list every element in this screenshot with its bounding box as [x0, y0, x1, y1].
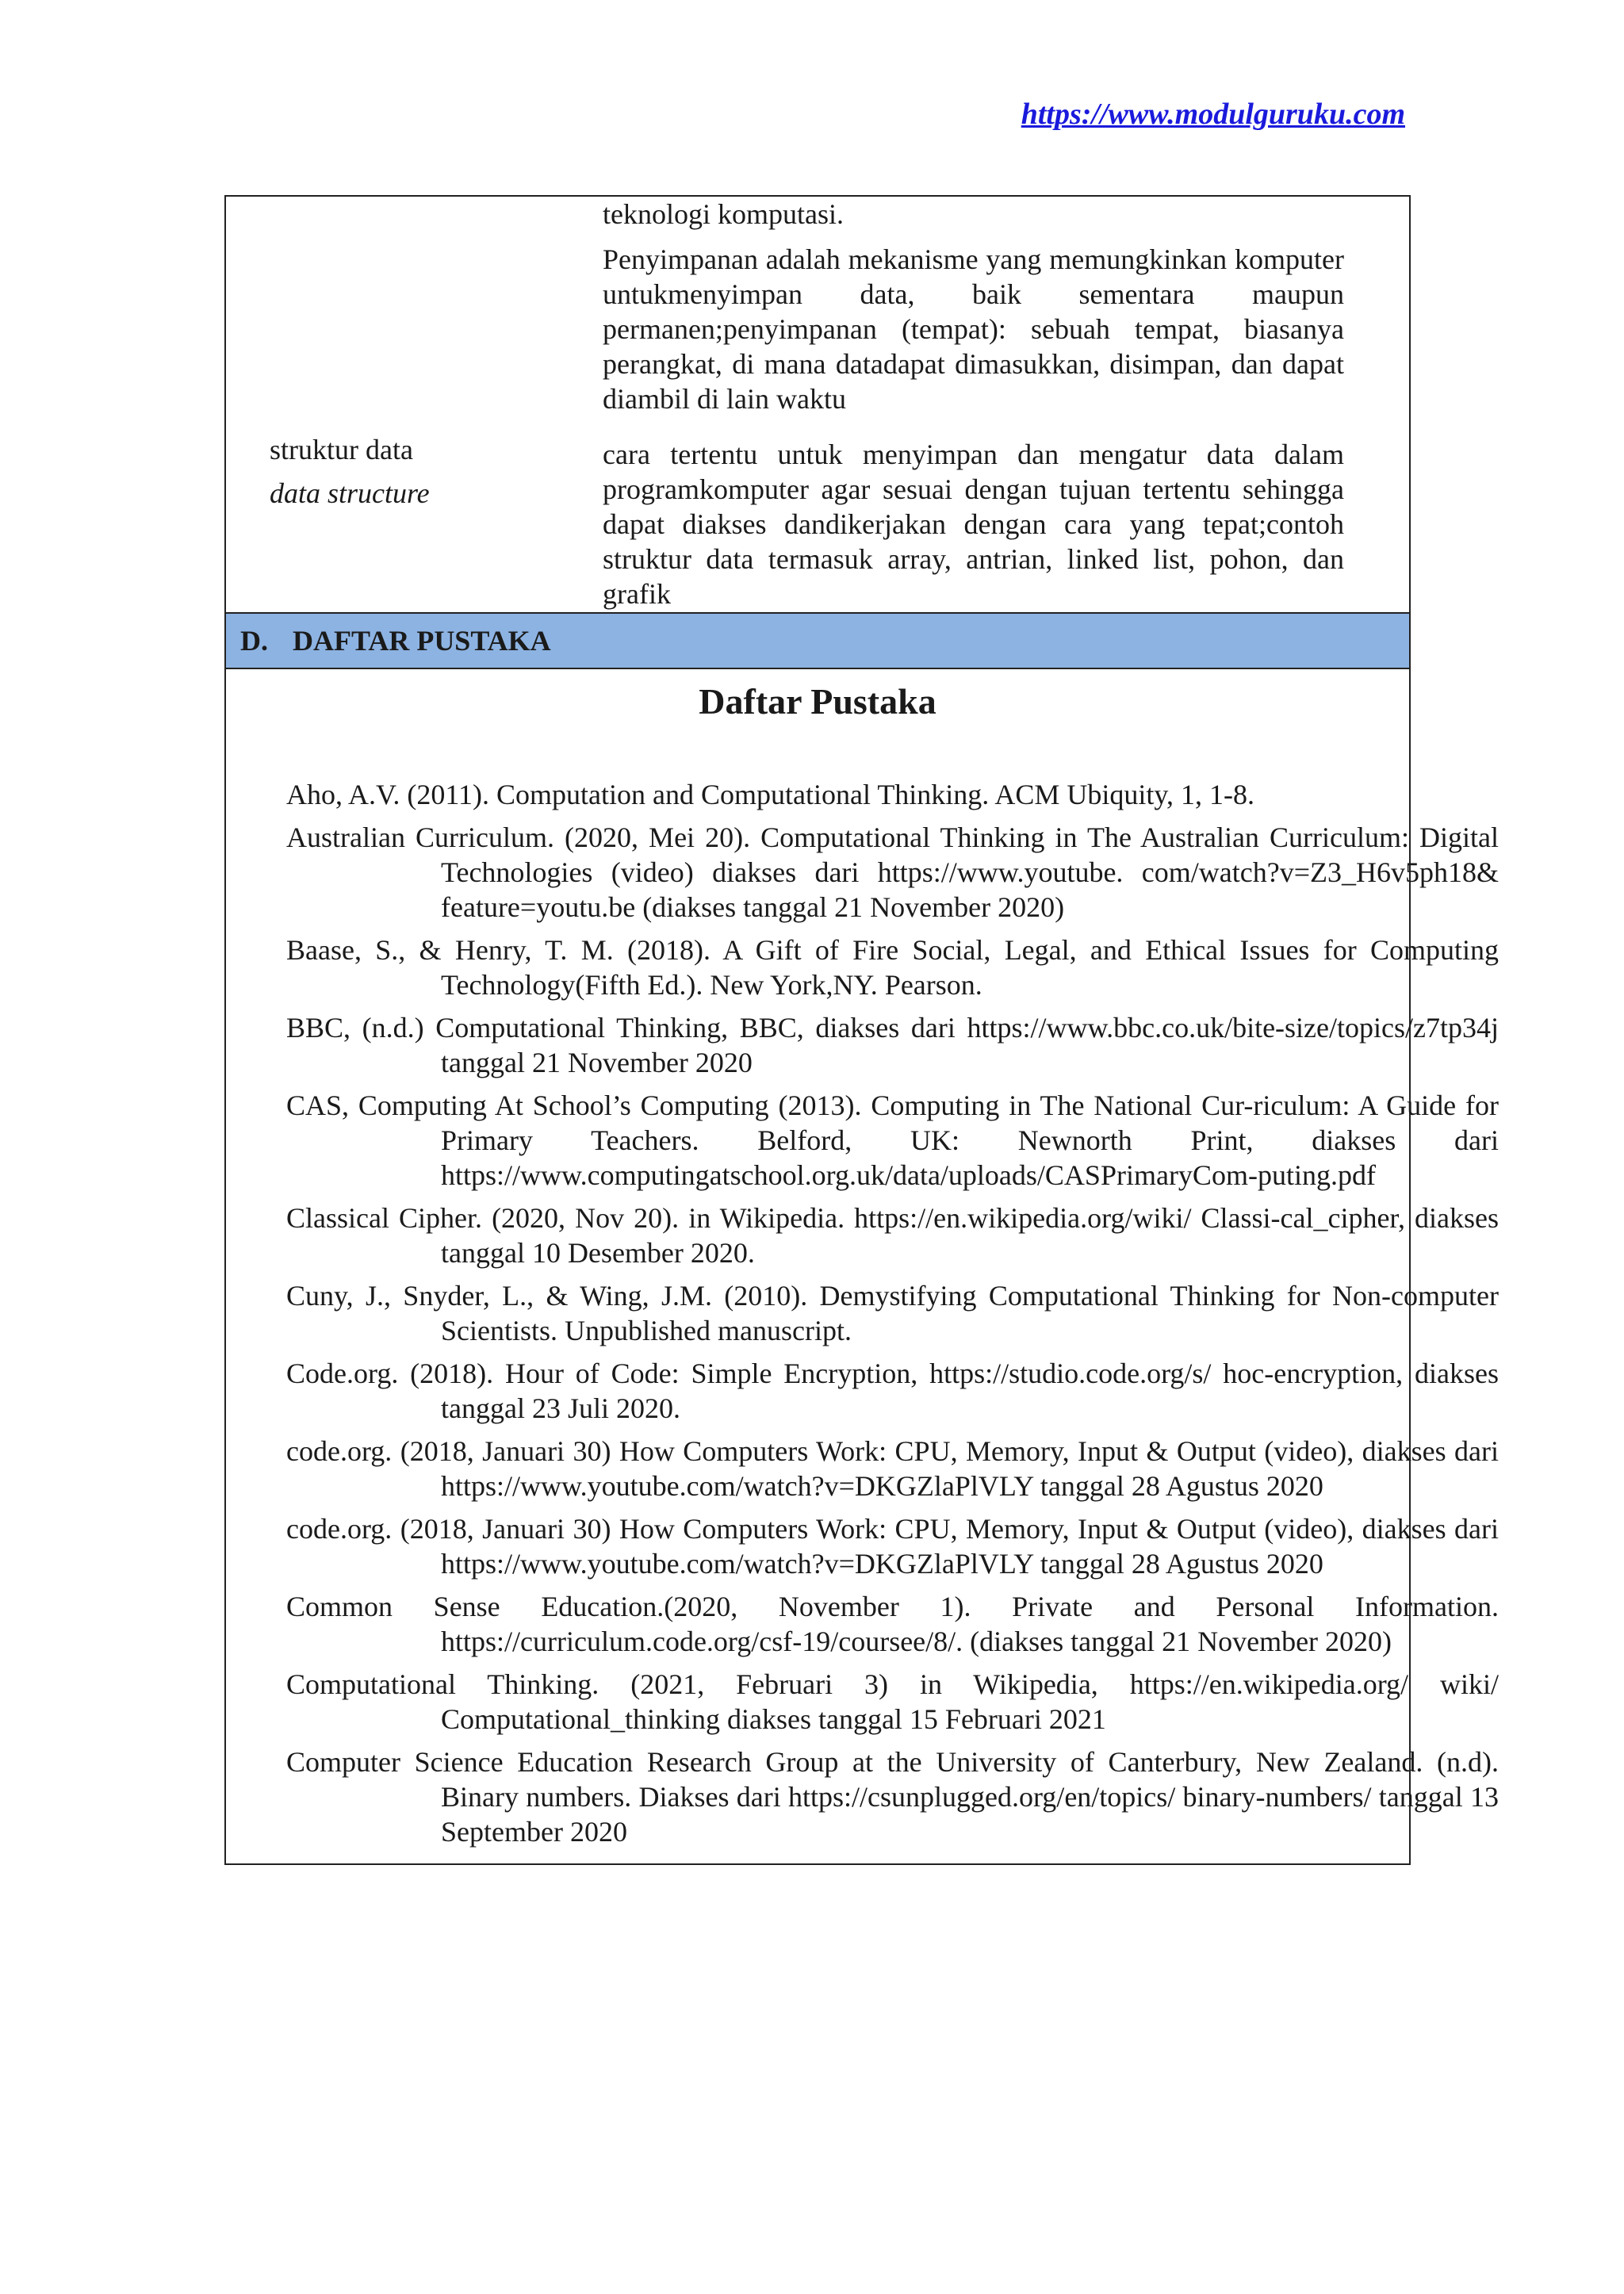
- reference-item: Computational Thinking. (2021, Februari 3) in Wikipedia, https://en.wikipedia.org/ wiki/ Computational_thinking diakses tanggal 15 Februari 2021: [286, 1668, 1499, 1735]
- reference-item: Computer Science Education Research Group at the University of Canterbury, New Zealand. (n.d). Binary numbers. Diakses dari https://csunplugged.org/en/topics/ binary-numbers/ tanggal 13 September 2020: [286, 1746, 1499, 1848]
- section-title: DAFTAR PUSTAKA: [293, 625, 551, 657]
- definition-data-structure: cara tertentu untuk menyimpan dan mengatur data dalam programkomputer agar sesuai dengan tujuan tertentu sehingga dapat diakses dandikerjakan dengan cara yang tepat;contoh struktur data termasuk array, antrian, linked list, pohon, dan grafik: [603, 439, 1344, 610]
- term-indonesian: struktur data: [270, 434, 413, 465]
- references-section: [226, 669, 1499, 1863]
- section-letter: D.: [240, 625, 268, 657]
- reference-item: Australian Curriculum. (2020, Mei 20). Computational Thinking in The Australian Curriculum: Digital Technologies (video) diakses dari https://www.youtube. com/watch?v=Z3_H6v5ph18& feature=youtu.be (diakses tanggal 21 November 2020): [286, 821, 1499, 923]
- reference-item: Cuny, J., Snyder, L., & Wing, J.M. (2010). Demystifying Computational Thinking for Non-computer Scientists. Unpublished manuscript.: [286, 1280, 1499, 1346]
- glossary-definitions: [603, 197, 1344, 611]
- term-english: data structure: [270, 477, 430, 509]
- reference-item: Aho, A.V. (2011). Computation and Computational Thinking. ACM Ubiquity, 1, 1-8.: [286, 779, 1254, 810]
- definition-storage: Penyimpanan adalah mekanisme yang memungkinkan komputer untukmenyimpan data, baik sementara maupun permanen;penyimpanan (tempat): sebuah tempat, biasanya perangkat, di mana datadapat dimasukkan, disimpan, dan dapat diambil di lain waktu: [603, 243, 1344, 415]
- reference-item: Baase, S., & Henry, T. M. (2018). A Gift of Fire Social, Legal, and Ethical Issues for Computing Technology(Fifth Ed.). New York,NY. Pearson.: [286, 934, 1499, 1001]
- reference-item: Common Sense Education.(2020, November 1). Private and Personal Information. https://curriculum.code.org/csf-19/coursee/8/. (diakses tanggal 21 November 2020): [286, 1591, 1499, 1657]
- reference-item: code.org. (2018, Januari 30) How Computers Work: CPU, Memory, Input & Output (video), diakses dari https://www.youtube.com/watch?v=DKGZlaPlVLY tanggal 28 Agustus 2020: [286, 1435, 1499, 1502]
- reference-item: CAS, Computing At School’s Computing (2013). Computing in The National Cur-riculum: A Guide for Primary Teachers. Belford, UK: Newnorth Print, diakses dari https://www.computingatschool.org.uk/data/uploads/CASPrimaryCom-puting.pdf: [286, 1090, 1499, 1191]
- reference-list: [226, 777, 1499, 1849]
- header-url-link[interactable]: https://www.modulguruku.com: [1021, 98, 1405, 131]
- reference-item: code.org. (2018, Januari 30) How Computers Work: CPU, Memory, Input & Output (video), diakses dari https://www.youtube.com/watch?v=DKGZlaPlVLY tanggal 28 Agustus 2020: [286, 1513, 1499, 1580]
- definition-continuation: teknologi komputasi.: [603, 198, 844, 230]
- glossary-table: [226, 197, 1409, 612]
- reference-item: BBC, (n.d.) Computational Thinking, BBC, diakses dari https://www.bbc.co.uk/bite-size/topics/z7tp34j tanggal 21 November 2020: [286, 1012, 1499, 1078]
- reference-item: Code.org. (2018). Hour of Code: Simple Encryption, https://studio.code.org/s/ hoc-encryption, diakses tanggal 23 Juli 2020.: [286, 1358, 1499, 1424]
- glossary-term: [270, 428, 430, 515]
- reference-item: Classical Cipher. (2020, Nov 20). in Wikipedia. https://en.wikipedia.org/wiki/ Classi-cal_cipher, diakses tanggal 10 Desember 2020.: [286, 1202, 1499, 1269]
- references-heading: Daftar Pustaka: [699, 681, 936, 722]
- content-frame: [224, 195, 1499, 1865]
- section-header-bar: [226, 612, 1409, 669]
